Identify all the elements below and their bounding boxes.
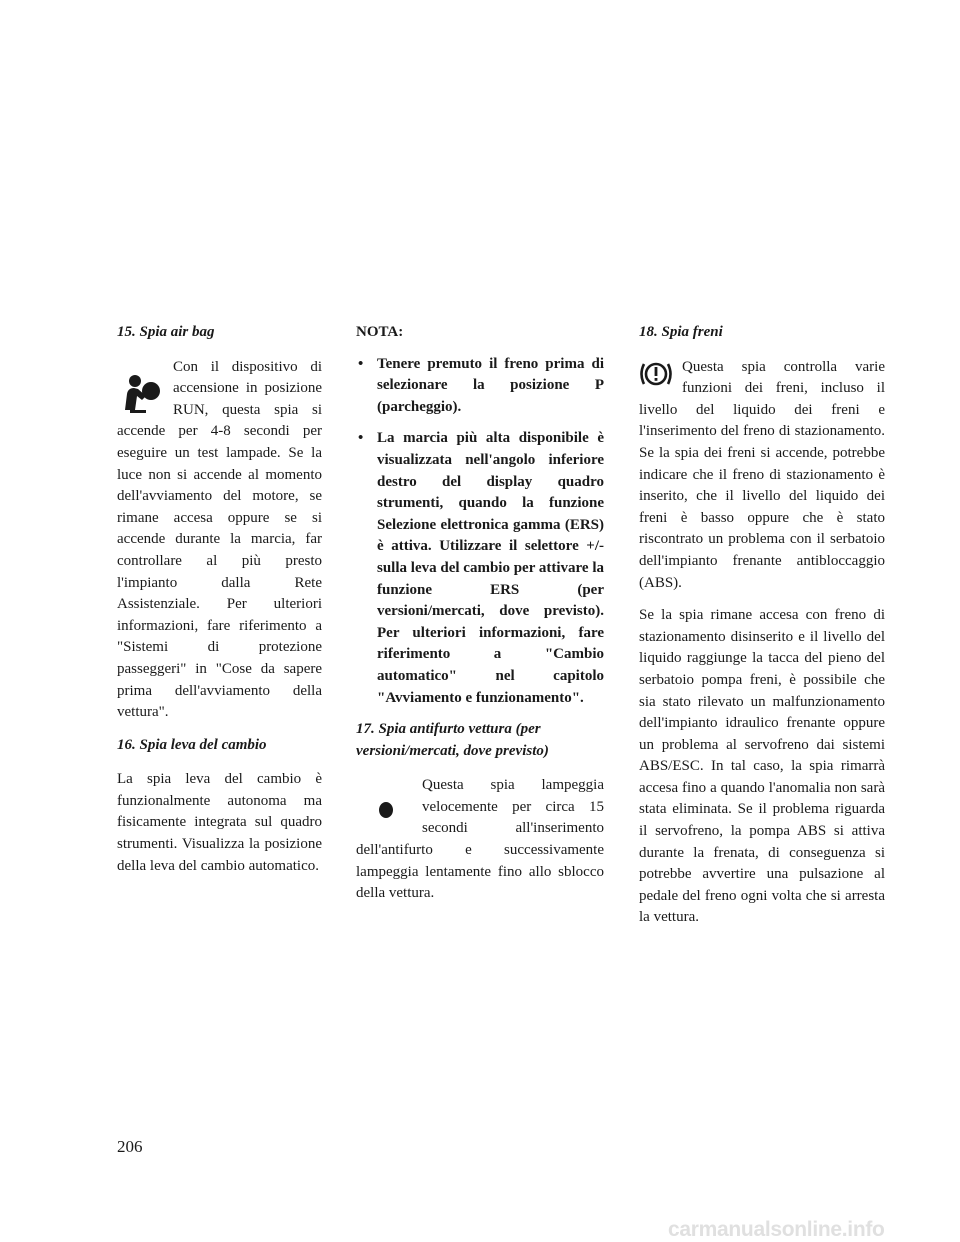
heading-gear-lever: 16. Spia leva del cambio — [117, 736, 267, 753]
security-light-icon — [356, 779, 416, 839]
heading-airbag: 15. Spia air bag — [117, 324, 215, 340]
note-bullet: • Tenere premuto il freno prima di selezionare la posizione P (parcheggio). — [356, 354, 604, 419]
heading-brake: 18. Spia freni — [639, 324, 723, 340]
column-left — [117, 322, 322, 888]
airbag-warning-icon — [117, 369, 167, 419]
paragraph-brake-2: Se la spia rimane accesa con freno di stazionamento disinserito e il livello del liquido raggiunge la tacca del pieno del serbatoio pompa freni, è possibile che sia stato rilevato un malfunzionamento dell'impianto idraulico frenante oppure un problema al servofreno dai sistemi ABS/ESC. In tal caso, la spia rimarrà accesa fino a quando l'anomalia non sarà stata eliminata. Se il problema riguarda il servofreno, la pompa ABS si attiva durante la frenata, di conseguenza si potrebbe avvertire una pulsazione al pedale del freno ogni volta che si arresta la vettura. — [639, 607, 885, 926]
paragraph-antitheft: Questa spia lampeggia velocemente per circa 15 secondi all'inserimento dell'antifurto e successivamente lampeggia lentamente fino allo sblocco della vettura. — [356, 777, 604, 902]
note-bullet-list — [356, 354, 604, 710]
paragraph-gear-lever: La spia leva del cambio è funzionalmente autonoma ma fisicamente integrata sul quadro strumenti. Visualizza la posizione della leva del cambio automatico. — [117, 771, 322, 874]
column-right — [639, 322, 885, 940]
page-number: 206 — [117, 1137, 143, 1156]
paragraph-brake-1: Questa spia controlla varie funzioni dei freni, incluso il livello del liquido dei freni e l'inserimento del freno di stazionamento. Se la spia dei freni si accende, potrebbe indicare che il freno di stazionamento è inserito, che il livello del liquido dei freni è basso oppure che è stato riscontrato un problema con il serbatoio dell'impianto frenante antibloccaggio (ABS). — [639, 358, 885, 591]
paragraph-airbag: Con il dispositivo di accensione in posizione RUN, questa spia si accende per 4-8 secondi per eseguire un test lampade. Se la luce non si accende al momento dell'avviamento del motore, se rimane accesa oppure se si accende durante la marcia, far controllare al più presto l'impianto dalla Rete Assistenziale. Per ulteriori informazioni, fare riferimento a "Sistemi di protezione passeggeri" in "Cose da sapere prima dell'avviamento della vettura". — [117, 358, 322, 721]
brake-warning-icon — [639, 357, 673, 391]
column-middle — [356, 322, 604, 916]
note-bullet: • La marcia più alta disponibile è visualizzata nell'angolo inferiore destro del display quadro strumenti, quando la funzione Selezione elettronica gamma (ERS) è attiva. Utilizzare il selettore +/- sulla leva del cambio per attivare la funzione ERS (per versioni/mercati, dove previsto). Per ulteriori informazioni, fare riferimento a "Cambio automatico" nel capitolo "Avviamento e funzionamento". — [356, 428, 604, 709]
heading-antitheft: 17. Spia antifurto vettura (per versioni/mercati, dove previsto) — [356, 721, 549, 759]
note-label: NOTA: — [356, 324, 404, 340]
watermark: carmanualsonline.info — [668, 1218, 885, 1241]
